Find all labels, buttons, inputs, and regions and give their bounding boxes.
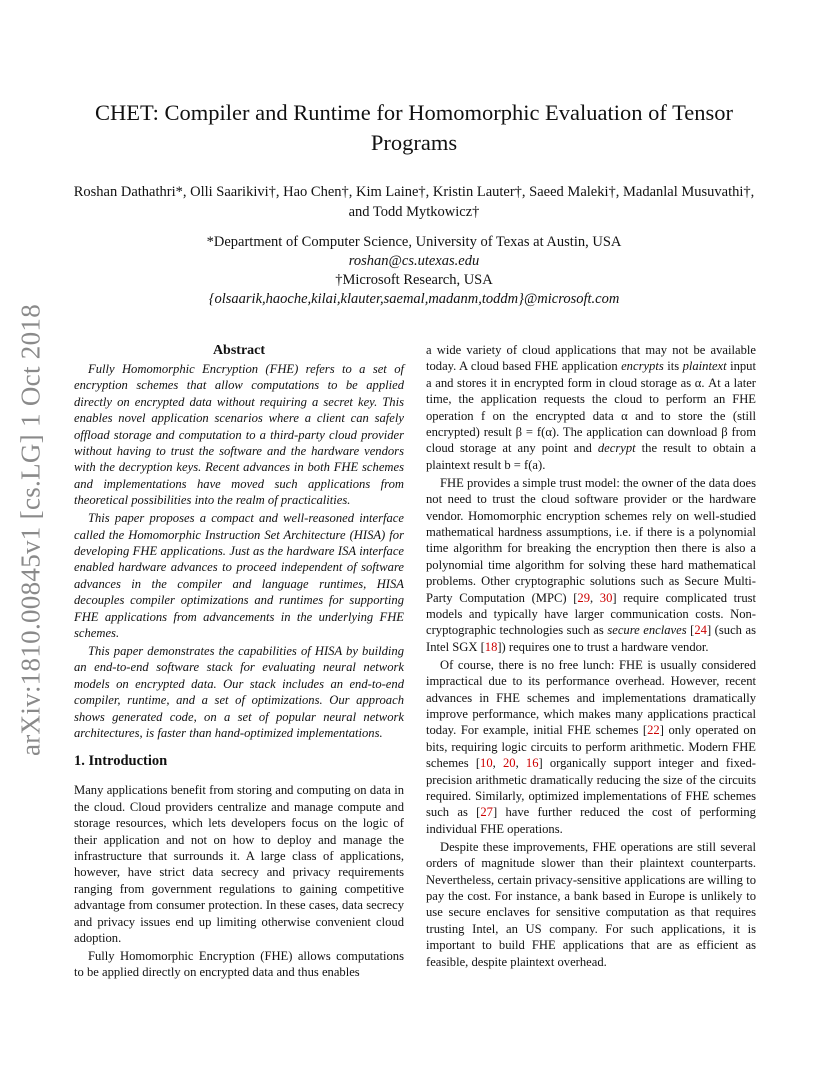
abstract-paragraph-3: This paper demonstrates the capabilities of HISA by building an end-to-end software stack for evaluating neural network models on encrypted data. Our stack includes an end-to-end compiler, runtime, and a set of optimizations. Our approach shows generated code, on a set of popular neural network architectures, is faster than hand-optimized implementations.	[74, 643, 404, 740]
left-column	[74, 342, 404, 982]
paper-title: CHET: Compiler and Runtime for Homomorphic Evaluation of Tensor Programs	[94, 100, 734, 155]
citation-link[interactable]: 20	[502, 756, 516, 771]
abstract-paragraph-2: This paper proposes a compact and well-reasoned interface called the Homomorphic Instruction Set Architecture (HISA) for developing FHE applications. Just as the hardware ISA interface enabled hardware advances to proceed independent of software advances in the compiler and language runtimes, HISA decouples compiler optimizations and runtimes for supporting FHE applications from advancements in the underlying FHE schemes.	[74, 511, 404, 640]
abstract-section	[74, 342, 404, 741]
intro-paragraph-2: Fully Homomorphic Encryption (FHE) allows computations to be applied directly on encrypted data and thus enables	[74, 948, 404, 980]
abstract-paragraph-1: Fully Homomorphic Encryption (FHE) refers to a set of encryption schemes that allow computations to be applied directly on encrypted data without requiring a secret key. This enables novel application scenarios where a client can safely offload storage and computation to a third-party cloud provider without having to trust the software and the hardware vendors with the decryption keys. Recent advances in both FHE schemes and implementations have moved such applications from theoretical possibilities into the realm of practicalities.	[74, 362, 404, 508]
affiliation-ut-austin: *Department of Computer Science, University of Texas at Austin, USA	[206, 234, 622, 250]
intro-heading: 1. Introduction	[74, 753, 168, 770]
citation-link[interactable]: 16	[525, 756, 539, 771]
citation-link[interactable]: 30	[599, 590, 613, 605]
right-paragraph-3: Of course, there is no free lunch: FHE is usually considered impractical due to its performance overhead. However, recent advances in FHE schemes and implementations dramatically improve performance, which makes many applications practical today. For example, initial FHE schemes [22] only operated on bits, requiring logic circuits to perform arithmetic. Modern FHE schemes [10, 20, 16] organically support integer and fixed-precision arithmetic dramatically reducing the size of the circuits required. Similarly, optimized implementations of FHE schemes such as [27] have further reduced the cost of performing individual FHE operations.	[426, 657, 756, 836]
citation-link[interactable]: 27	[480, 805, 493, 820]
citation-link[interactable]: 18	[484, 639, 498, 654]
abstract-heading: Abstract	[212, 343, 266, 358]
intro-paragraph-1: Many applications benefit from storing and computing on data in the cloud. Cloud providers centralize and manage compute and storage resources, which lets developers focus on the logic of their application and not on how to deploy and manage the infrastructure that surrounds it. A large class of applications, however, have strict data secrecy and privacy requirements ranging from government regulations to gaining competitive advantage from consumer protection. In these cases, data secrecy and privacy issues end up limiting otherwise convenient cloud adoption.	[74, 783, 404, 945]
right-paragraph-1: a wide variety of cloud applications that may not be available today. A cloud based FHE application encrypts its plaintext input a and stores it in encrypted form in cloud storage as α. At a later time, the application requests the cloud to perform an FHE operation f on the encrypted data α and to store the (still encrypted) result β = f(α). The application can download β from cloud storage at any point and decrypt the result to obtain a plaintext result b = f(a).	[426, 343, 756, 472]
citation-link[interactable]: 29	[577, 590, 590, 605]
arxiv-stamp	[16, 300, 46, 760]
email-ut-austin: roshan@cs.utexas.edu	[348, 253, 480, 269]
affiliation-microsoft: †Microsoft Research, USA	[335, 272, 493, 288]
arxiv-id-label: arXiv:1810.00845v1 [cs.LG] 1 Oct 2018	[15, 303, 46, 757]
right-paragraph-2: FHE provides a simple trust model: the owner of the data does not need to trust the cloud software provider or the hardware vendor. Homomorphic encryption schemes rely on well-studied mathematical hardness assumptions, i.e. if there is a polynomial time algorithm for breaking the encryption then there is also a polynomial time algorithm for solving these hard mathematical problems. Other cryptographic solutions such as Secure Multi-Party Computation (MPC) [29, 30] require complicated trust models and typically have larger communication costs. Non-cryptographic technologies such as secure enclaves [24] (such as Intel SGX [18]) requires one to trust a hardware vendor.	[426, 475, 757, 654]
author-list: Roshan Dathathri*, Olli Saarikivi†, Hao Chen†, Kim Laine†, Kristin Lauter†, Saeed Maleki†, Madanlal Musuvathi†, and Todd Mytkowicz†	[73, 184, 755, 220]
citation-link[interactable]: 24	[694, 623, 707, 638]
right-paragraph-4: Despite these improvements, FHE operations are still several orders of magnitude slower than their plaintext counterparts. Nevertheless, certain privacy-sensitive applications are willing to pay the cost. For instance, a bank based in Europe is unlikely to use secure enclaves for sensitive computation as that requires trusting Intel, an US company. For such applications, it is important to build FHE applications that are as efficient as feasible, despite plaintext overhead.	[426, 839, 756, 969]
citation-link[interactable]: 22	[647, 723, 660, 738]
right-column	[426, 342, 756, 971]
citation-link[interactable]: 10	[480, 756, 493, 771]
email-microsoft: {olsaarik,haoche,kilai,klauter,saemal,madanm,toddm}@microsoft.com	[208, 291, 620, 307]
